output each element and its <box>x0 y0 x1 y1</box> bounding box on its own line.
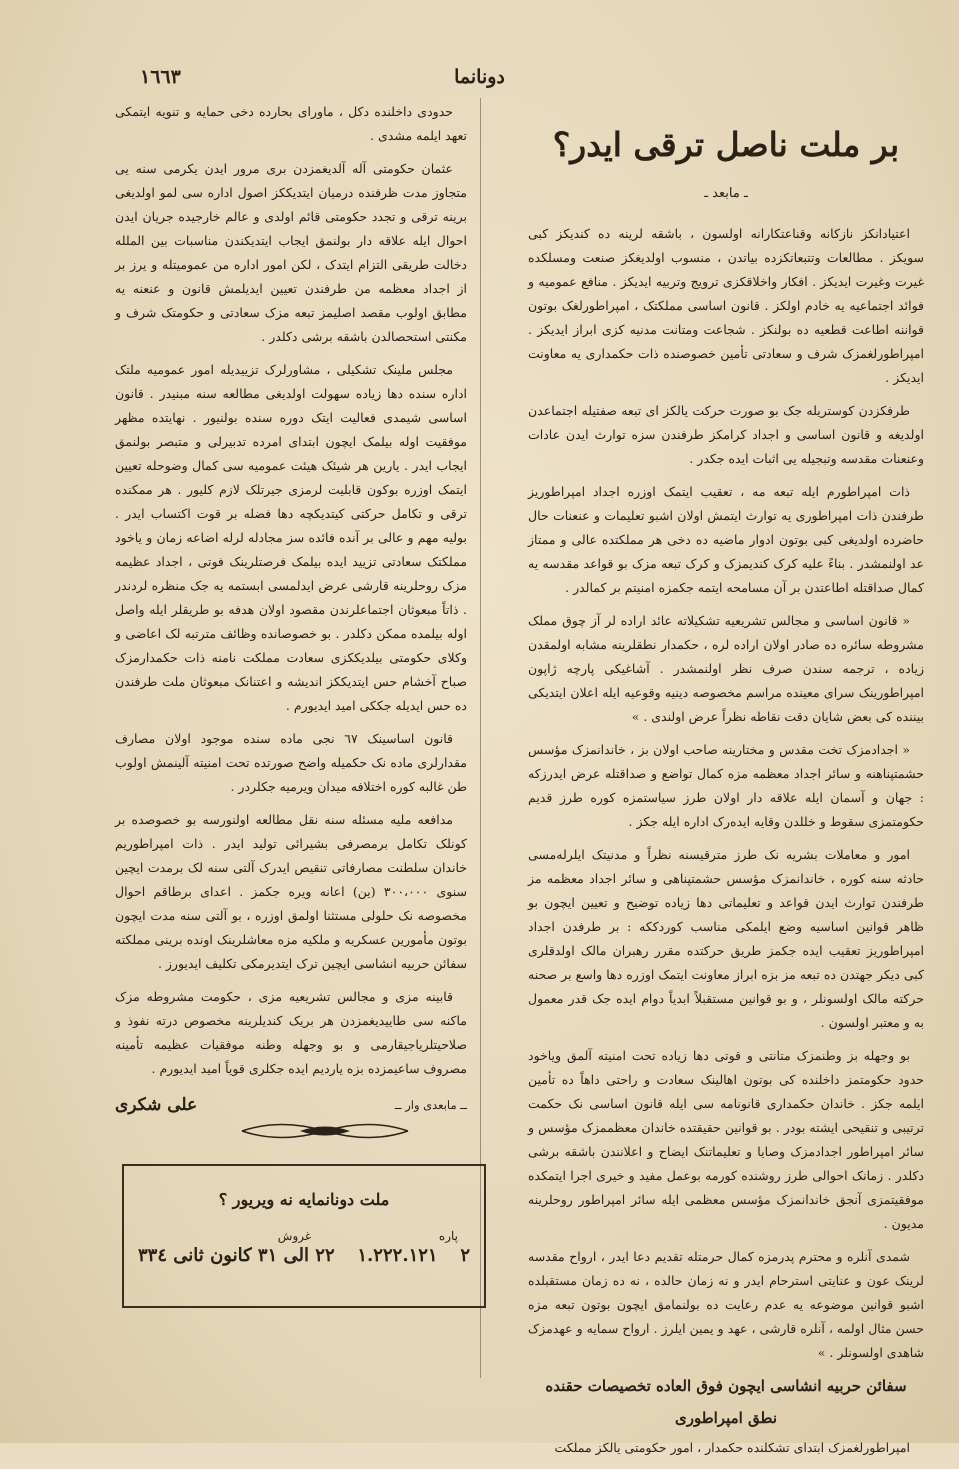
amount-kurus: ١.٢٢٢.١٢١ <box>357 1245 438 1266</box>
box-values <box>124 1245 484 1266</box>
box-title: ملت دونانمایه نه ویریور ؟ <box>218 1190 390 1209</box>
sub-heading: نطق امپراطوری <box>674 1409 778 1427</box>
paragraph: حدودی داخلنده دکل ، ماورای بحارده دخی حمایه و تنویه ایتمکی تعهد ایلمه مشدی . <box>115 104 467 143</box>
column-header: غروش <box>277 1229 312 1243</box>
author-signature: علی شکری <box>115 1095 198 1115</box>
sub-heading: سفائن حربیه انشاسی ایچون فوق العاده تخصیصات حقنده <box>545 1377 907 1395</box>
paragraph: بو وجهله بز وطنمزک متانتی و قوتی دها زیاده تحت امنیته آلمق ویاخود حدود حکومتمز داخلنده کی بوتون اهالینک سعادت و راحتی داهاً ده تأمین ایلمه جکز . خاندان حکمداری قانونامه سی ایله قانون اساسی نک حکمت ترتیبی و تنقیحی ایشته بودر . بو قوانین حقیقتده خاندان معظممزک مؤسس و سائر امپراطور اجدادمزک وصایا و تعلیماتنک ایضاح و اعلانندن باشقه برشی دکلدر . زمانک احوالی طرز روشنده کورمه بوعمل مفید و خیری اجرا ایتمکده موفقیتمزی آنجق خاندانمزک مؤسس معظمی ایله سائر امپراطور روحلرینه مدیون . <box>528 1048 924 1231</box>
byline: ـ مابعد ـ <box>704 186 748 201</box>
journal-name: دونانما <box>454 66 505 88</box>
paragraph: قانون اساسینک ٦٧ نجی ماده سنده موجود اولان مصارف مقدارلری ماده نک حکمیله واضح صورتده تحت امنیته آلینمش اولوب طن غالبه کوره اختلافه میدان ویرمیه جکلردر . <box>115 731 467 794</box>
paragraph: « قانون اساسی و مجالس تشریعیه تشکیلاته عائد اراده لر آز چوق مملک مشروطه سائره ده صادر اولان اراده لره ، حکمدار نطقلرینه مشابه اولمقدن زیاده ، ترجمه سندن صرف نظر اولنمشدر . آشاغیکی پارچه ژاپون امپراطورینک سرای معینده مراسم مخصوصه دینیه وقوعیه ایله اعلان ایتدیکی بیننده کی بعض شایان دقت نقاطه نظراً عرض اولندی . » <box>528 613 924 724</box>
box-headers <box>124 1229 484 1243</box>
paragraph: « اجدادمزک تخت مقدس و مختارینه صاحب اولان بز ، خاندانمزک مؤسس حشمتپناهنه و سائر اجداد معظمه مزه کمال تواضع و صداقتله عرض ایدرزکه : جهان و آسمان ایله علاقه دار اولان طرز سیاستمزه کورە طرز قدیم حکومتمزی سقوط و خللدن وقایه ایدەرک اداره ایله جکز . <box>528 742 924 829</box>
paragraph: عثمان حکومتی آله آلدیغمزدن بری مرور ایدن یکرمی سنه یی متجاوز مدت ظرفنده درمیان ایتدیککز اصول اداره سی لمو اولدیغی برینه ترقی و تجدد حکومتی قائم اولدی و عالم خارجیده جریان ایدن احوال ایله علاقه دار بولنمق ایجاب ایتدیکندن مناسبات بین الملله دخالت طریقی التزام ایتدک ، لکن امور اداره من عمومیتله و یرز بر از اجداد معظمه من طرفندن تعیین ایدیلمش قانون و عنعنه یه مطابق اولوب مقصد اصلیمز تبعه مزک سعادتی و حکومتک شرف و مکنتی استحصالدن باشقه برشی دکلدر . <box>115 161 467 344</box>
donation-box <box>122 1164 486 1308</box>
date-range: ٢٢ الی ٣١ کانون ثانی ٣٣٤ <box>138 1245 335 1266</box>
continued-note: ــ مابعدی وار ــ <box>394 1098 467 1112</box>
ornament-divider <box>240 1120 410 1142</box>
paragraph: طرفکزدن کوستریله جک بو صورت حرکت یالکز ای تبعه صفتیله اجتماعدن اولدیغه و قانون اساسی و اجداد کرامکز طرفندن سزه توارث ایدن عادات وعنعنات مقدسه وتبجیله یی اثبات ایده جکدر . <box>528 403 924 466</box>
paragraph: اعتیادانکز نازکانه وقناعتکارانه اولسون ، باشقه لرینه ده کندیکز کبی سویکز . مطالعات وتتبعاتکزده بیاتدن ، منسوب اولدیغکز صنعت ومسلکده غیرت وغیرت ایدیکز . افکار واخلاقکزی ترویج وتربیه ایدیکز . منافع عمومیه و فوائد اجتماعیه یه خادم اولکز . قانون اساسی مملکتک ، امپراطورلغک بوتون قواننه اطاعت قطعیه ده بولنکز . شجاعت ومتانت مدنیه کزی ابراز ایدیکز . امپراطورلغمزک شرف و سعادتی تأمین خصوصنده ذات حکمداری یه معاونت ایدیکز . <box>528 226 924 385</box>
paragraph: مدافعه ملیه مسئله سنه نقل مطالعه اولنورسه بو خصوصده بر کونلک تکامل برمصرفی بشیرائی تولید ایدر . ذات امپراطوریم خاندان سلطنت مصارفاتی تنقیص ایدرک آلتی سنه لک برمدت ایچین سنوی ٣٠٠،٠٠٠ (ین) اعانه ویره جکمز . اعدای برطاقم احوال مخصوصه نک حلولی مستثنا اولمق اوزره ، بو آلتی سنه مدت ایچون بوتون مأمورین عسکریه و ملکیه مزه معاشلرینک اونده برینی مملکته سفائن حربیه انشاسی ایچین ترک ایتدیرمکی تکلیف ایدیورز . <box>115 812 467 971</box>
page-header <box>120 66 839 96</box>
paragraph: امور و معاملات بشریه نک طرز مترقیسنه نظراً و مدنیتک ایلرلەمسی حادثه سنه کوره ، خاندانمزک مؤسس حشمتپناهی و سائر اجداد معظمه مز طرفندن توارث ایدن قواعد و تعلیماتی دها زیاده توضیح و تعیین ایچون بو ظاهر قوانین اساسیه وضع ایلمکی مناسب کوردککه : بر طرفدن اجداد امپراطوریز تعقیب ایده جکمز طریق حرکتده مقرر رهبران مالک اولدقلری کبی دیکر جهتدن ده تبعه مز بزه ابراز معاونت ایتمک اوزره دها واسع بر صحنه حرکته مالک اولسونلر ، و بو قوانین مستقبلاً ابدیاً دوام ایده جک قدر معمول به و معتبر اولسون . <box>528 847 924 1030</box>
paragraph: شمدی آنلره و محترم پدرمزه کمال حرمتله تقدیم دعا ایدر ، ارواح مقدسه لرینک عون و عنایتی استرحام ایدر و نه زمان حالده ، نه ده زمان مستقبلده اشبو قوانین موضوعه یه عدم رعایت ده بولنمامق ایچون بوتون تبعه مزه حسن مثال اولمه ، آنلره قارشی ، عهد و یمین ایلرز . ارواح سمایه و عهدمزک شاهدی اولسونلر . » <box>528 1249 924 1360</box>
closing-line: امپراطورلغمزک ابتدای تشکلنده حکمدار ، امور حکومتی یالکز مملکت <box>554 1440 910 1455</box>
paragraph: مجلس ملینک تشکیلی ، مشاورلرک تزییدیله امور عمومیه ملتک اداره سنده دها زیاده سهولت اولدیغی مطالعه سنه مبنیدر . قانون اساسی شیمدی فعالیت ایتک دوره سنده بولنیور . نهایتده مظهر موفقیت اوله بیلمک ایچون ابتدای امرده تدبیرلی و متبصر بولنمق ایجاب ایدر . یارین هر شیئک هیئت عمومیه سی کمال وضوحله تعیین ایتمک اوزره بوکون قابلیت لرمزی جیرتلک لازم کلیور . هر ممکنده ترقی و تکامل حرکتی کیتدیکچه دها فضله بر قوت اکتساب ایدر . بولیه مهم و عالی بر آنده فائده سز مجادله لرله اضاعه زمان و یاخود مملکتک سعادتی تزیید ایده بیلمک فرصتلرینک فوتی ، اجداد عظیمه مزک روحلرینه قارشی عرض ایدلمسی ابستمه یه جک منظره لردندر . ذاتاً مبعوثان اجتماعلرندن مقصود اولان هدفه بو طریقلر ایله واصل اوله بیلمده ممکن دکلدر . بو خصوصانده وظائف مترتبه لک اعاضی و وکلای حکومتی بیلدیککزی سعادت مملکت نامنه ذات حکمدارمزک صباح آخشام حس ایتدیککز اندیشه و اعتنانک مبعوثان ملت طرفندن ده حس ایدیله جککی امید ایدیورم . <box>115 362 467 713</box>
paragraph: ذات امپراطورم ایله تبعه مه ، تعقیب ایتمک اوزره اجداد امپراطوریز طرفندن ذات امپراطوری یه توارث ایتمش اولان اشبو تعلیمات و عنعنات حال حاضرده اولدیغی کبی بوتون ادوار ماضیه ده دخی هر مملکتده عالی و ممتاز عد اولنمشدر . بناءً علیه کرک کندیمزک و کرک تبعه مزک بو قواعد مقدسه یه کمال صداقتله اطاعتدن بر آن مسامحه ایتمه جکمزه امنیتم بر کمالدر . <box>528 484 924 595</box>
column-header: پاره <box>438 1229 458 1243</box>
paragraph: قابینه مزی و مجالس تشریعیه مزی ، حکومت مشروطه مزک ماکنه سی طاییدیغمزدن هر بریک کندیلرینه مخصوص درته نفوذ و صلاحیتلریاجیقارمی و بو وجهله وطنه موفقیات عظیمه تأمینه مصروف ساعیمزده بزه یاردیم ایده جکلری قویاً امید ایدیورم . <box>115 989 467 1076</box>
right-column <box>528 110 924 1469</box>
left-column <box>115 100 467 1120</box>
signature-row <box>115 1090 467 1120</box>
page-number: ١٦٦٣ <box>140 66 181 88</box>
article-title: بر ملت ناصل ترقی ایدر؟ <box>552 125 900 164</box>
amount-para: ٢ <box>460 1245 470 1266</box>
